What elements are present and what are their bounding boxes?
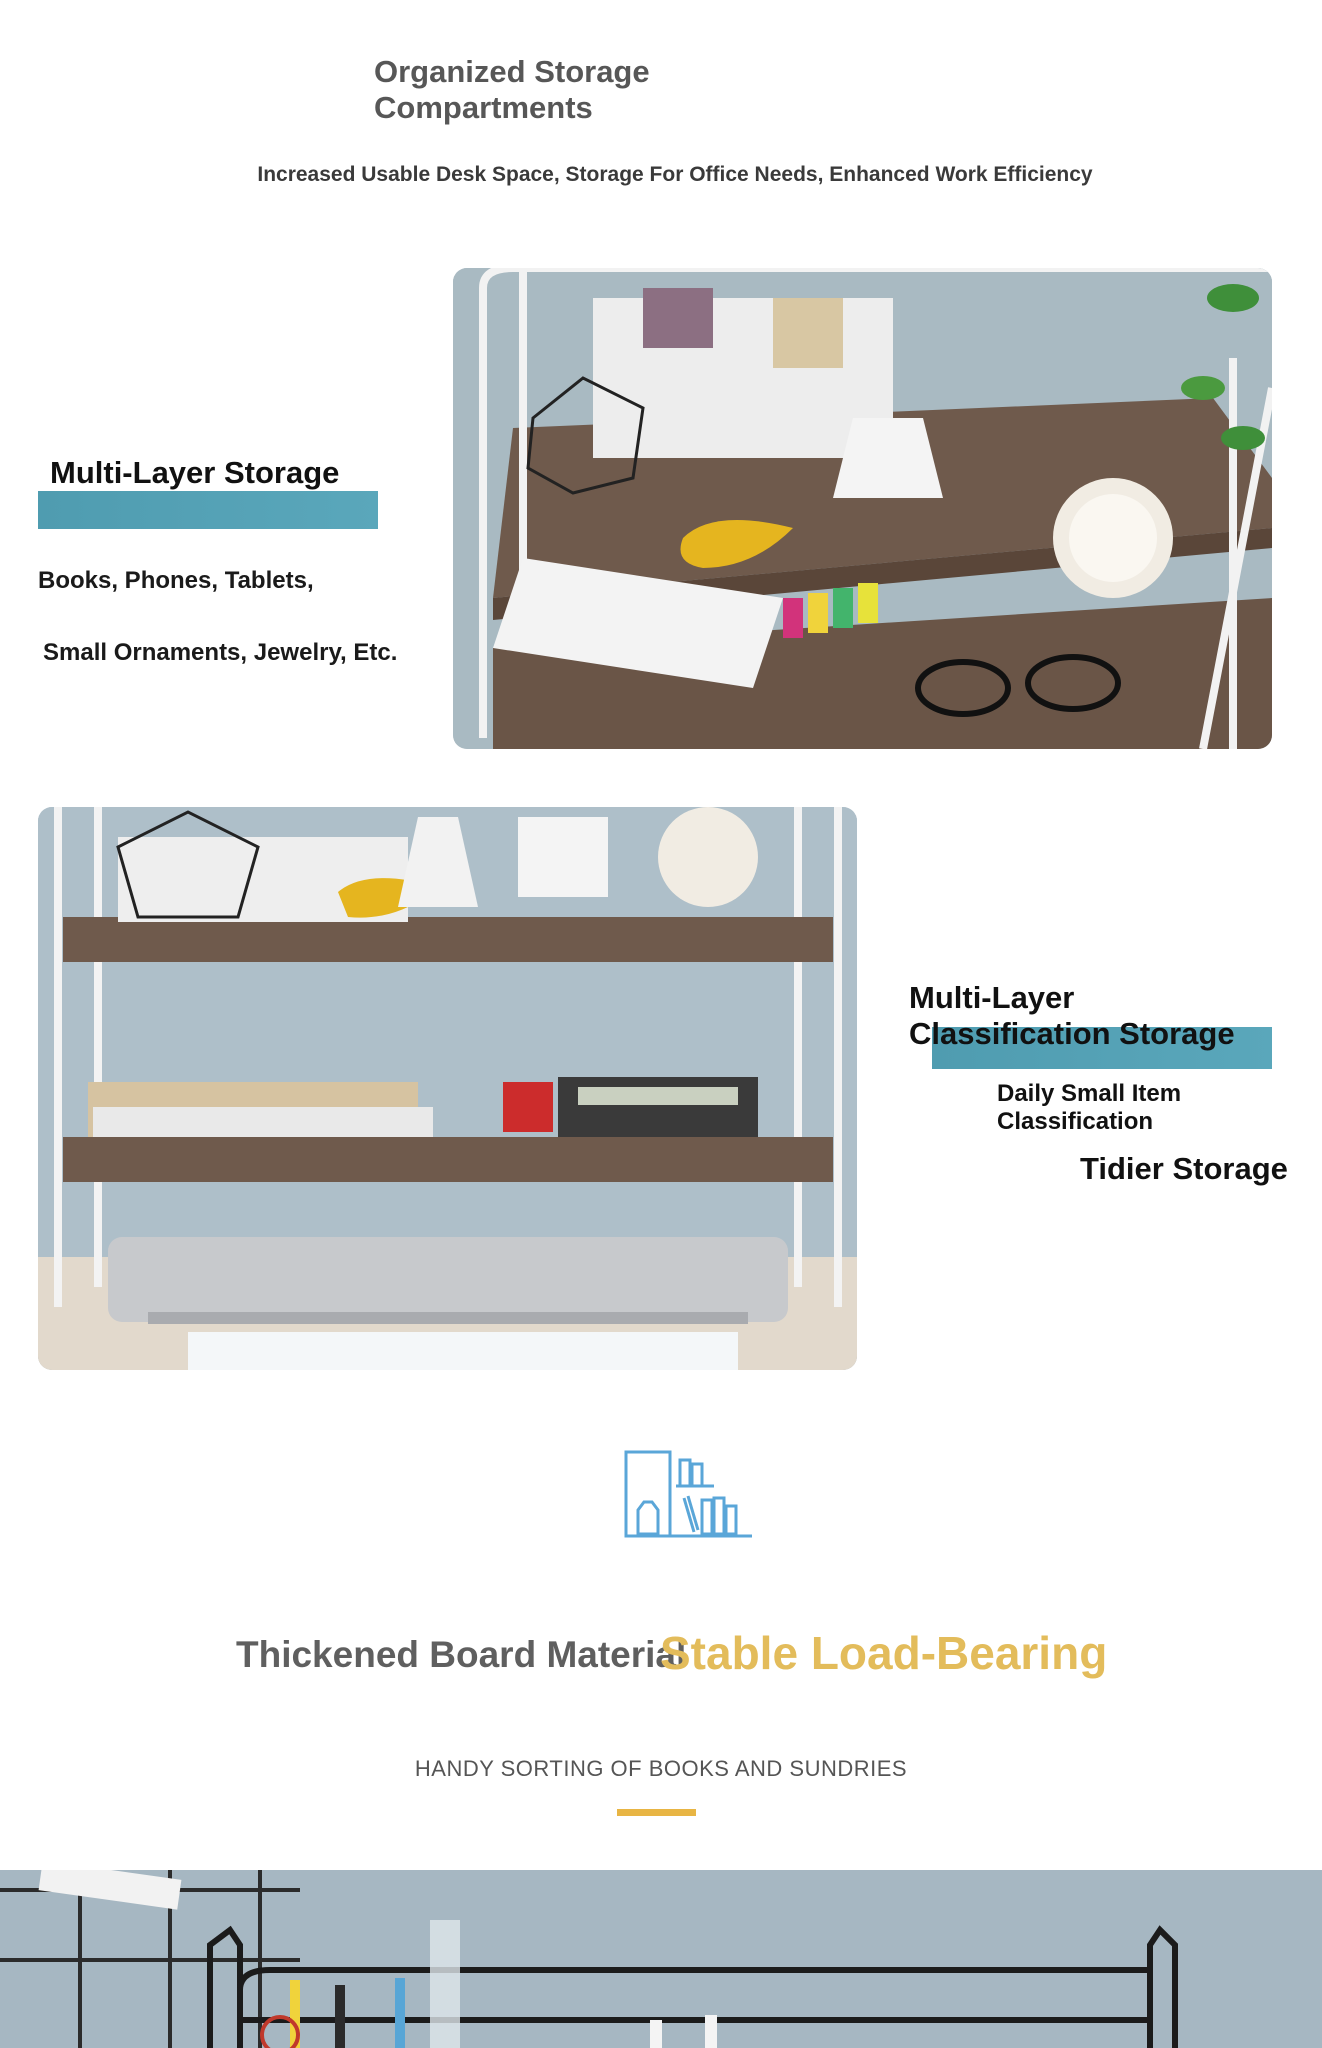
shelf-illustration: [453, 268, 1272, 749]
caption-underline: [617, 1809, 696, 1816]
bookshelf-icon: [624, 1450, 754, 1540]
section-title: Organized Storage Compartments: [374, 54, 650, 125]
feature-description-line: Books, Phones, Tablets,: [38, 567, 314, 594]
material-heading: Thickened Board Material: [236, 1634, 687, 1675]
shelf-illustration: [38, 807, 857, 1370]
section-caption: HANDY SORTING OF BOOKS AND SUNDRIES: [414, 1756, 908, 1781]
product-photo-front-view: [38, 807, 857, 1370]
product-photo-black-shelf: [0, 1870, 1322, 2048]
feature-description: Daily Small Item Classification: [997, 1080, 1182, 1135]
title-accent-bar: [38, 491, 378, 529]
product-photo-top-shelf: [453, 268, 1272, 749]
section-subtitle: Increased Usable Desk Space, Storage For Office Needs, Enhanced Work Efficiency: [257, 163, 1093, 186]
shelf-illustration: [0, 1870, 1322, 2048]
feature-tagline: Tidier Storage: [1080, 1151, 1288, 1186]
feature-title: Multi-Layer Classification Storage: [909, 980, 1235, 1051]
feature-description-line: Small Ornaments, Jewelry, Etc.: [43, 639, 398, 666]
feature-title: Multi-Layer Storage: [50, 455, 340, 490]
load-bearing-heading: Stable Load-Bearing: [660, 1627, 1108, 1679]
